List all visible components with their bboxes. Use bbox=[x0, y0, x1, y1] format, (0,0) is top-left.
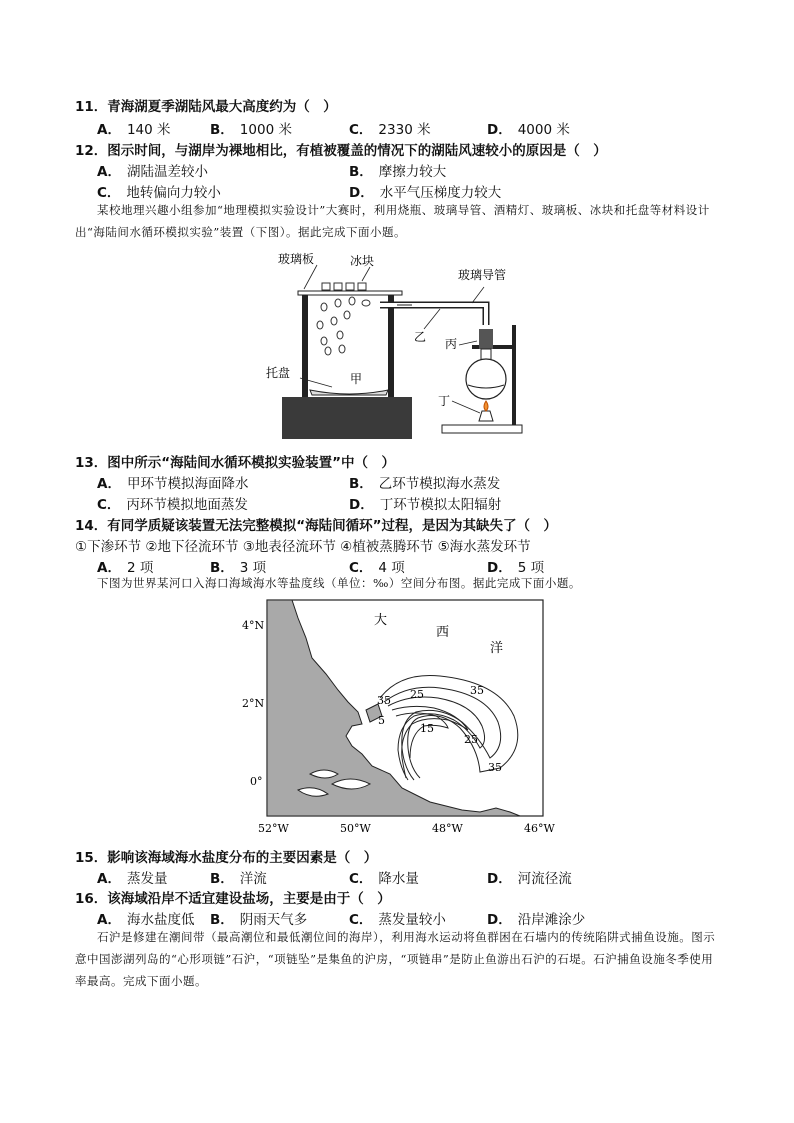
q11-option-d[interactable]: D． 4000 米 bbox=[487, 122, 570, 138]
q16-option-a[interactable]: A． 海水盐度低 bbox=[97, 912, 195, 928]
q13-option-a[interactable]: A． 甲环节模拟海面降水 bbox=[97, 476, 249, 492]
q16-option-d[interactable]: D． 沿岸滩涂少 bbox=[487, 912, 586, 928]
water-cycle-apparatus-figure bbox=[262, 245, 542, 445]
q11-option-a[interactable]: A． 140 米 bbox=[97, 122, 171, 138]
label-glass-plate: 玻璃板 bbox=[278, 252, 315, 266]
label-jia: 甲 bbox=[350, 372, 363, 386]
lat-label-4n: 4°N bbox=[242, 619, 265, 632]
q15-option-b[interactable]: B． 洋流 bbox=[210, 871, 267, 887]
question-15-stem: 15．影响该海域海水盐度分布的主要因素是（ ） bbox=[75, 850, 378, 866]
lat-label-0: 0° bbox=[250, 775, 263, 788]
question-14-stem: 14．有同学质疑该装置无法完整模拟“海陆间循环”过程，是因为其缺失了（ ） bbox=[75, 518, 558, 534]
q15-option-a[interactable]: A． 蒸发量 bbox=[97, 871, 168, 887]
question-11-stem: 11．青海湖夏季湖陆风最大高度约为（ ） bbox=[75, 99, 337, 115]
q13-option-d[interactable]: D． 丁环节模拟太阳辐射 bbox=[349, 497, 502, 513]
iso-label-25-a: 25 bbox=[410, 688, 424, 701]
q13-option-b[interactable]: B． 乙环节模拟海水蒸发 bbox=[349, 476, 501, 492]
q14-items: ①下渗环节 ②地下径流环节 ③地表径流环节 ④植被蒸腾环节 ⑤海水蒸发环节 bbox=[75, 539, 531, 555]
lon-label-46w: 46°W bbox=[524, 822, 555, 835]
q12-option-d[interactable]: D． 水平气压梯度力较大 bbox=[349, 185, 502, 201]
label-yi: 乙 bbox=[414, 330, 427, 344]
q16-option-b[interactable]: B． 阴雨天气多 bbox=[210, 912, 308, 928]
lat-label-2n: 2°N bbox=[242, 697, 265, 710]
label-tray: 托盘 bbox=[266, 366, 291, 380]
q14-option-a[interactable]: A． 2 项 bbox=[97, 560, 154, 576]
lon-label-52w: 52°W bbox=[258, 822, 289, 835]
label-ice: 冰块 bbox=[350, 254, 375, 268]
salinity-isoline-map bbox=[240, 598, 560, 838]
iso-label-35-a: 35 bbox=[377, 694, 391, 707]
q12-option-a[interactable]: A． 湖陆温差较小 bbox=[97, 164, 208, 180]
q11-option-b[interactable]: B． 1000 米 bbox=[210, 122, 292, 138]
question-16-stem: 16．该海域沿岸不适宜建设盐场，主要是由于（ ） bbox=[75, 891, 391, 907]
iso-label-35-c: 35 bbox=[488, 761, 502, 774]
iso-label-15: 15 bbox=[420, 722, 434, 735]
q15-option-d[interactable]: D． 河流径流 bbox=[487, 871, 572, 887]
map-label-yang: 洋 bbox=[490, 641, 504, 656]
q13-option-c[interactable]: C． 丙环节模拟地面蒸发 bbox=[97, 497, 248, 513]
map-label-xi: 西 bbox=[436, 625, 450, 640]
lon-label-50w: 50°W bbox=[340, 822, 371, 835]
q14-option-b[interactable]: B． 3 项 bbox=[210, 560, 267, 576]
q14-option-c[interactable]: C． 4 项 bbox=[349, 560, 405, 576]
question-13-stem: 13．图中所示“海陆间水循环模拟实验装置”中（ ） bbox=[75, 455, 396, 471]
iso-label-25-b: 25 bbox=[464, 733, 478, 746]
q11-option-c[interactable]: C． 2330 米 bbox=[349, 122, 431, 138]
lon-label-48w: 48°W bbox=[432, 822, 463, 835]
q14-option-d[interactable]: D． 5 项 bbox=[487, 560, 545, 576]
question-12-stem: 12．图示时间，与湖岸为裸地相比，有植被覆盖的情况下的湖陆风速较小的原因是（ ） bbox=[75, 143, 607, 159]
iso-label-35-b: 35 bbox=[470, 684, 484, 697]
q12-option-c[interactable]: C． 地转偏向力较小 bbox=[97, 185, 221, 201]
map-label-da: 大 bbox=[374, 613, 388, 628]
intro-paragraph-salinity: 下图为世界某河口入海口海域海水等盐度线（单位：‰）空间分布图。据此完成下面小题。 bbox=[97, 576, 581, 590]
q12-option-b[interactable]: B． 摩擦力较大 bbox=[349, 164, 447, 180]
intro-paragraph-stone-weir: 石沪是修建在潮间带（最高潮位和最低潮位间的海岸），利用海水运动将鱼群困在石墙内的传统陷阱式捕鱼设施。图示意中国澎湖列岛的“心形项链”石沪，“项链坠”是集鱼的沪房，“项链串”是防止鱼游出石沪的石堤。石沪捕鱼设施冬季使用率最高。完成下面小题。 bbox=[75, 930, 716, 988]
q15-option-c[interactable]: C． 降水量 bbox=[349, 871, 419, 887]
label-glass-tube: 玻璃导管 bbox=[458, 268, 507, 282]
q16-option-c[interactable]: C． 蒸发量较小 bbox=[349, 912, 446, 928]
iso-label-5: 5 bbox=[378, 714, 385, 727]
label-bing: 丙 bbox=[445, 337, 458, 351]
intro-paragraph-experiment: 某校地理兴趣小组参加“地理模拟实验设计”大赛时，利用烧瓶、玻璃导管、酒精灯、玻璃板、冰块和托盘等材料设计出“海陆间水循环模拟实验”装置（下图）。据此完成下面小题。 bbox=[75, 203, 710, 239]
label-ding: 丁 bbox=[438, 394, 451, 408]
